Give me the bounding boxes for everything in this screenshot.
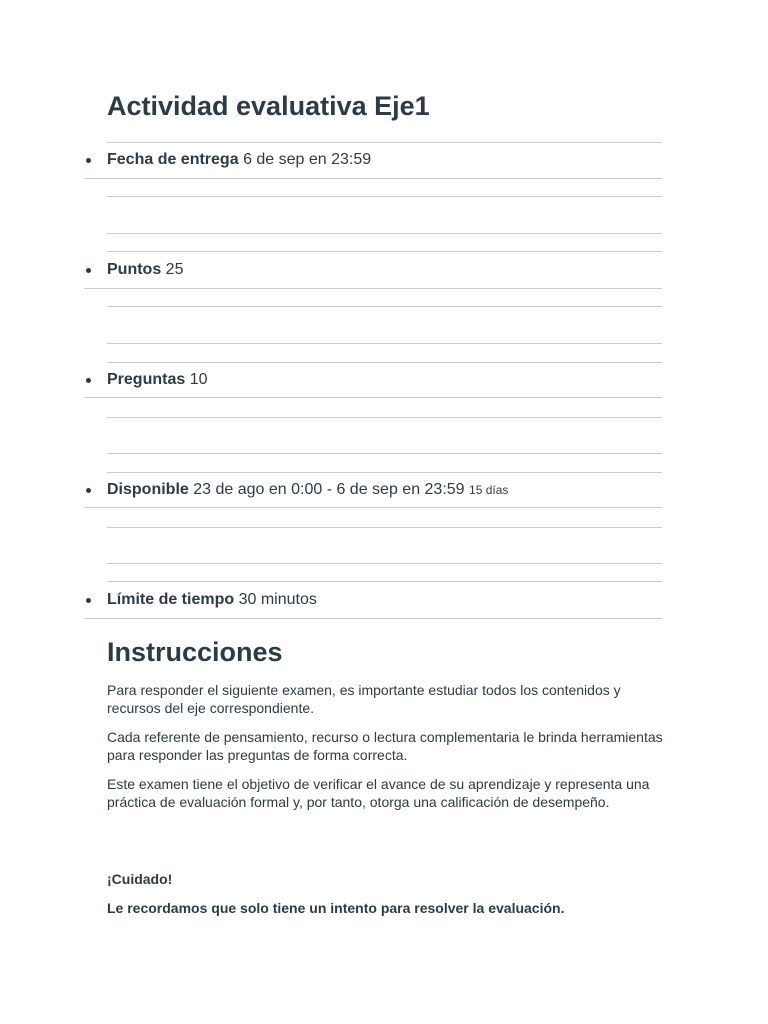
divider [107, 306, 662, 307]
detail-label: Preguntas [107, 371, 186, 388]
detail-label: Fecha de entrega [107, 151, 239, 168]
detail-label: Disponible [107, 481, 189, 498]
days-remaining: 15 días [469, 483, 509, 497]
instructions-paragraph: Para responder el siguiente examen, es importante estudiar todos los contenidos y recursos del eje correspondiente. [107, 682, 621, 716]
detail-label: Puntos [107, 261, 162, 278]
detail-value: 6 de sep en 23:59 [243, 151, 372, 168]
detail-value: 30 minutos [238, 591, 317, 608]
warning-text: Le recordamos que solo tiene un intento para resolver la evaluación. [107, 900, 565, 916]
bullet-icon [86, 598, 91, 603]
divider [107, 233, 662, 234]
instructions-paragraph: Este examen tiene el objetivo de verificar el avance de su aprendizaje y representa una práctica de evaluación formal y, por tanto, otorga una calificación de desempeño. [107, 776, 650, 810]
detail-label: Límite de tiempo [107, 591, 235, 608]
divider [107, 417, 662, 418]
divider [107, 563, 662, 564]
instructions-paragraph: Cada referente de pensamiento, recurso o lectura complementaria le brinda herramientas para responder las preguntas de forma correcta. [107, 729, 663, 763]
detail-value: 10 [189, 371, 208, 388]
divider [84, 288, 662, 289]
bullet-icon [86, 268, 91, 273]
divider [107, 343, 662, 344]
warning-title: ¡Cuidado! [107, 871, 173, 887]
bullet-icon [86, 488, 91, 493]
divider [107, 453, 662, 454]
bullet-icon [86, 158, 91, 163]
divider [84, 618, 662, 619]
detail-value: 25 [165, 261, 184, 278]
detail-questions [84, 362, 662, 398]
detail-due-date [84, 142, 662, 178]
page-title: Actividad evaluativa Eje1 [107, 91, 430, 121]
divider [107, 196, 662, 197]
detail-value: 23 de ago en 0:00 - 6 de sep en 23:59 [193, 481, 465, 498]
divider [107, 527, 662, 528]
detail-points [84, 252, 662, 288]
detail-time-limit [84, 582, 662, 618]
detail-available [84, 472, 662, 508]
divider [84, 178, 662, 179]
bullet-icon [86, 378, 91, 383]
instructions-heading: Instrucciones [107, 637, 283, 667]
